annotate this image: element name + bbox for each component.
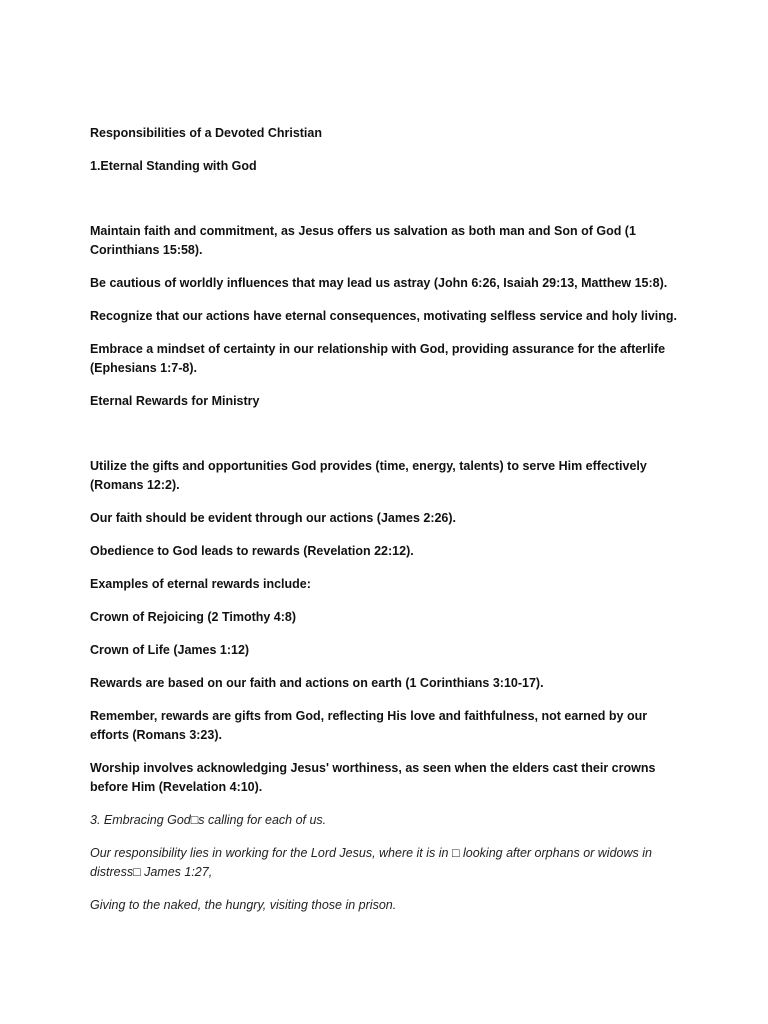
paragraph: Our faith should be evident through our actions (James 2:26). [90, 511, 457, 525]
list-item: Crown of Life (James 1:12) [90, 643, 250, 657]
paragraph: Obedience to God leads to rewards (Revelation 22:12). [90, 544, 414, 558]
paragraph: Maintain faith and commitment, as Jesus offers us salvation as both man and Son of God (1 Corinthians 15:58). [90, 224, 636, 257]
paragraph: Be cautious of worldly influences that may lead us astray (John 6:26, Isaiah 29:13, Matthew 15:8). [90, 276, 668, 290]
document-body [90, 124, 680, 915]
paragraph: Worship involves acknowledging Jesus' worthiness, as seen when the elders cast their crowns before Him (Revelation 4:10). [90, 761, 656, 794]
paragraph: Remember, rewards are gifts from God, reflecting His love and faithfulness, not earned by our efforts (Romans 3:23). [90, 709, 648, 742]
paragraph: Recognize that our actions have eternal consequences, motivating selfless service and holy living. [90, 309, 677, 323]
paragraph: Rewards are based on our faith and actions on earth (1 Corinthians 3:10-17). [90, 676, 544, 690]
paragraph: Utilize the gifts and opportunities God provides (time, energy, talents) to serve Him effectively (Romans 12:2). [90, 459, 647, 492]
paragraph: Our responsibility lies in working for the Lord Jesus, where it is in □ looking after orphans or widows in distress□ James 1:27, [90, 846, 652, 879]
paragraph: Giving to the naked, the hungry, visiting those in prison. [90, 898, 397, 912]
list-item: Crown of Rejoicing (2 Timothy 4:8) [90, 610, 297, 624]
section-heading-eternal-rewards: Eternal Rewards for Ministry [90, 394, 260, 408]
paragraph: Examples of eternal rewards include: [90, 577, 311, 591]
section-heading-eternal-standing: 1.Eternal Standing with God [90, 159, 257, 173]
section-heading-embracing-calling: 3. Embracing God□s calling for each of us. [90, 813, 327, 827]
paragraph: Embrace a mindset of certainty in our relationship with God, providing assurance for the afterlife (Ephesians 1:7-8). [90, 342, 666, 375]
document-title: Responsibilities of a Devoted Christian [90, 126, 322, 140]
